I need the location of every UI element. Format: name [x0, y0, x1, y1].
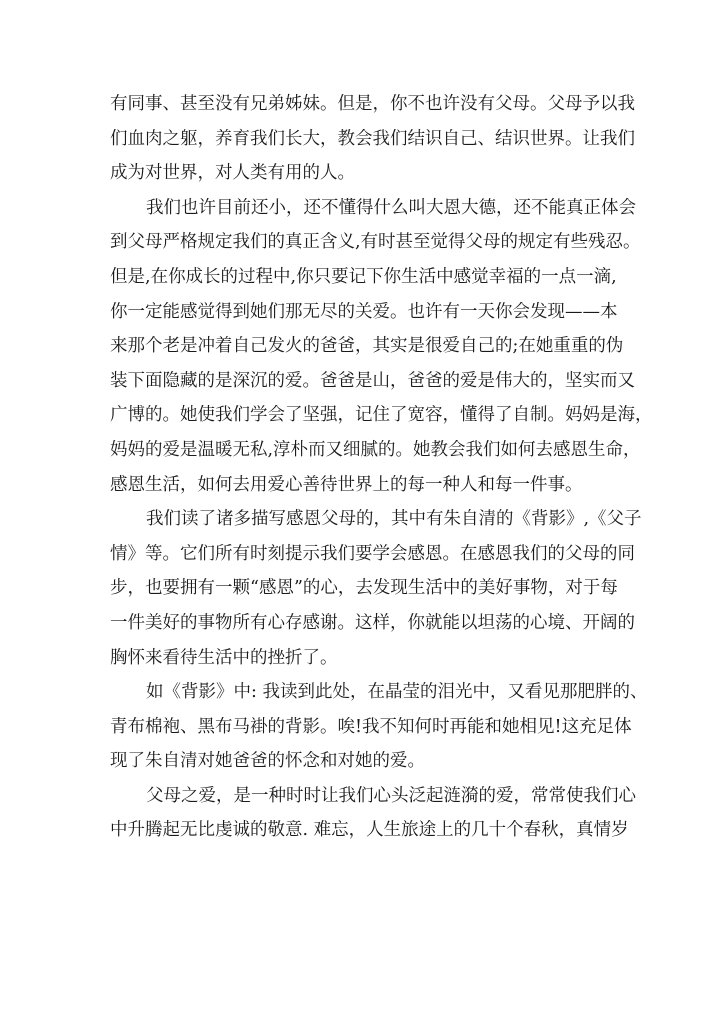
paragraph: [110, 675, 648, 779]
text-line: 感恩生活，如何去用爱心善待世界上的每一种人和每一件事。: [110, 474, 583, 495]
paragraph: [110, 87, 635, 191]
text-line: 一件美好的事物所有心存感谢。这样，你就能以坦荡的心境、开阔的: [110, 612, 635, 633]
document-body: [110, 87, 653, 848]
paragraph: [110, 191, 653, 502]
text-line: 如《背影》中: 我读到此处，在晶莹的泪光中，又看见那肥胖的、: [146, 682, 648, 703]
text-line: 我们也许目前还小，还不懂得什么叫大恩大德，还不能真正体会: [146, 197, 636, 218]
text-line: 青布棉袍、黑布马褂的背影。唉!我不知何时再能和她相见!这充足体: [110, 716, 632, 737]
text-line: 广博的。她使我们学会了坚强，记住了宽容，懂得了自制。妈妈是海，: [110, 405, 653, 426]
text-line: 装下面隐藏的是深沉的爱。爸爸是山，爸爸的爱是伟大的，坚实而又: [110, 370, 635, 391]
text-line: 父母之爱，是一种时时让我们心头泛起涟漪的爱，常常使我们心: [146, 785, 636, 806]
text-line: 情》等。它们所有时刻提示我们要学会感恩。在感恩我们的父母的同: [110, 543, 635, 564]
paragraph: [110, 779, 636, 848]
text-line: 但是,在你成长的过程中,你只要记下你生活中感觉幸福的一点一滴,: [110, 266, 617, 287]
text-line: 妈妈的爱是温暖无私,淳朴而又细腻的。她教会我们如何去感恩生命，: [110, 439, 641, 460]
text-line: 来那个老是冲着自己发火的爸爸，其实是很爱自己的;在她重重的伪: [110, 336, 624, 357]
text-line: 有同事、甚至没有兄弟姊妹。但是，你不也许没有父母。父母予以我: [110, 94, 635, 114]
text-line: 现了朱自清对她爸爸的怀念和对她的爱。: [110, 751, 425, 772]
text-line: 胸怀来看待生活中的挫折了。: [110, 647, 338, 668]
text-line: 们血肉之躯，养育我们长大，教会我们结识自己、结识世界。让我们: [110, 128, 635, 149]
text-line: 我们读了诸多描写感恩父母的，其中有朱自清的《背影》,《父子: [146, 509, 642, 530]
text-line: 成为对世界，对人类有用的人。: [110, 163, 355, 184]
paragraph: [110, 502, 642, 675]
text-line: 中升腾起无比虔诚的敬意. 难忘，人生旅途上的几十个春秋，真情岁: [110, 820, 629, 841]
text-line: 步，也要拥有一颗“感恩”的心，去发现生活中的美好事物，对于每: [110, 578, 618, 599]
text-line: 到父母严格规定我们的真正含义,有时甚至觉得父母的规定有些残忍。: [110, 232, 641, 253]
text-line: 你一定能感觉得到她们那无尽的关爱。也许有一天你会发现——本: [110, 301, 618, 322]
